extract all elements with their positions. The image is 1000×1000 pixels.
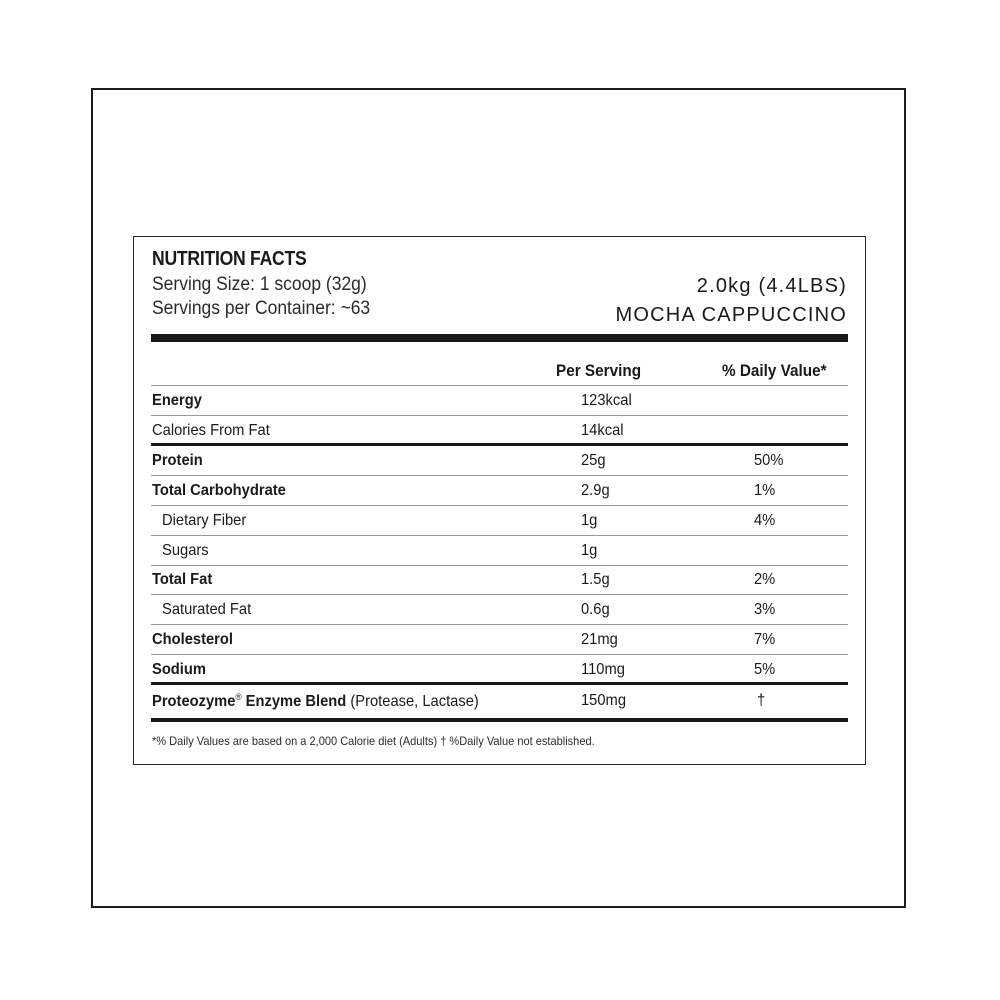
row-label-total-carbohydrate: Total Carbohydrate: [152, 482, 286, 499]
flavor-name: MOCHA CAPPUCCINO: [615, 304, 847, 326]
divider-thick: [151, 443, 848, 446]
row-divider: [151, 594, 848, 595]
row-per-protein: 25g: [581, 452, 606, 469]
row-label-enzyme-blend: [152, 692, 479, 711]
row-per-total-fat: 1.5g: [581, 571, 610, 588]
row-dv-total-fat: 2%: [754, 571, 776, 588]
row-label-cholesterol: Cholesterol: [152, 631, 233, 648]
row-label-saturated-fat: Saturated Fat: [162, 601, 252, 618]
row-dv-protein: 50%: [754, 452, 784, 469]
footnote: *% Daily Values are based on a 2,000 Calorie diet (Adults) † %Daily Value not established.: [152, 734, 595, 748]
row-dv-total-carbohydrate: 1%: [754, 482, 776, 499]
row-per-sodium: 110mg: [581, 661, 625, 678]
row-divider: [151, 565, 848, 566]
row-divider: [151, 385, 848, 386]
divider-thick: [151, 682, 848, 685]
pack-size: 2.0kg (4.4LBS): [696, 275, 847, 297]
row-dv-cholesterol: 7%: [754, 631, 776, 648]
row-per-enzyme-blend: 150mg: [581, 692, 627, 709]
row-label-dietary-fiber: Dietary Fiber: [162, 512, 247, 529]
enzyme-brand: Proteozyme: [152, 693, 236, 710]
row-label-sodium: Sodium: [152, 661, 206, 678]
row-dv-dietary-fiber: 4%: [754, 512, 776, 529]
row-divider: [151, 505, 848, 506]
column-header-per-serving: Per Serving: [556, 361, 642, 380]
row-label-sugars: Sugars: [162, 542, 209, 559]
row-label-energy: Energy: [152, 392, 202, 409]
row-per-saturated-fat: 0.6g: [581, 601, 610, 618]
row-divider: [151, 475, 848, 476]
divider-thick-bottom: [151, 718, 848, 722]
divider-thick-top: [151, 334, 848, 342]
trademark-mark: ®: [235, 692, 242, 702]
row-divider: [151, 535, 848, 536]
row-per-dietary-fiber: 1g: [581, 512, 598, 529]
serving-size: Serving Size: 1 scoop (32g): [152, 274, 367, 295]
row-dv-enzyme-blend: †: [757, 692, 766, 709]
row-per-total-carbohydrate: 2.9g: [581, 482, 610, 499]
row-label-calories-from-fat: Calories From Fat: [152, 422, 270, 439]
row-divider: [151, 624, 848, 625]
row-dv-sodium: 5%: [754, 661, 776, 678]
nutrition-title: NUTRITION FACTS: [152, 248, 307, 270]
row-per-cholesterol: 21mg: [581, 631, 618, 648]
row-divider: [151, 654, 848, 655]
row-dv-saturated-fat: 3%: [754, 601, 776, 618]
row-divider: [151, 415, 848, 416]
enzyme-blend: Enzyme Blend: [245, 693, 347, 710]
servings-per-container: Servings per Container: ~63: [152, 298, 371, 319]
column-header-daily-value: % Daily Value*: [722, 361, 827, 380]
row-label-total-fat: Total Fat: [152, 571, 213, 588]
row-label-protein: Protein: [152, 452, 203, 469]
row-per-energy: 123kcal: [581, 392, 632, 409]
enzyme-detail: (Protease, Lactase): [350, 693, 479, 710]
row-per-sugars: 1g: [581, 542, 598, 559]
row-per-calories-from-fat: 14kcal: [581, 422, 624, 439]
